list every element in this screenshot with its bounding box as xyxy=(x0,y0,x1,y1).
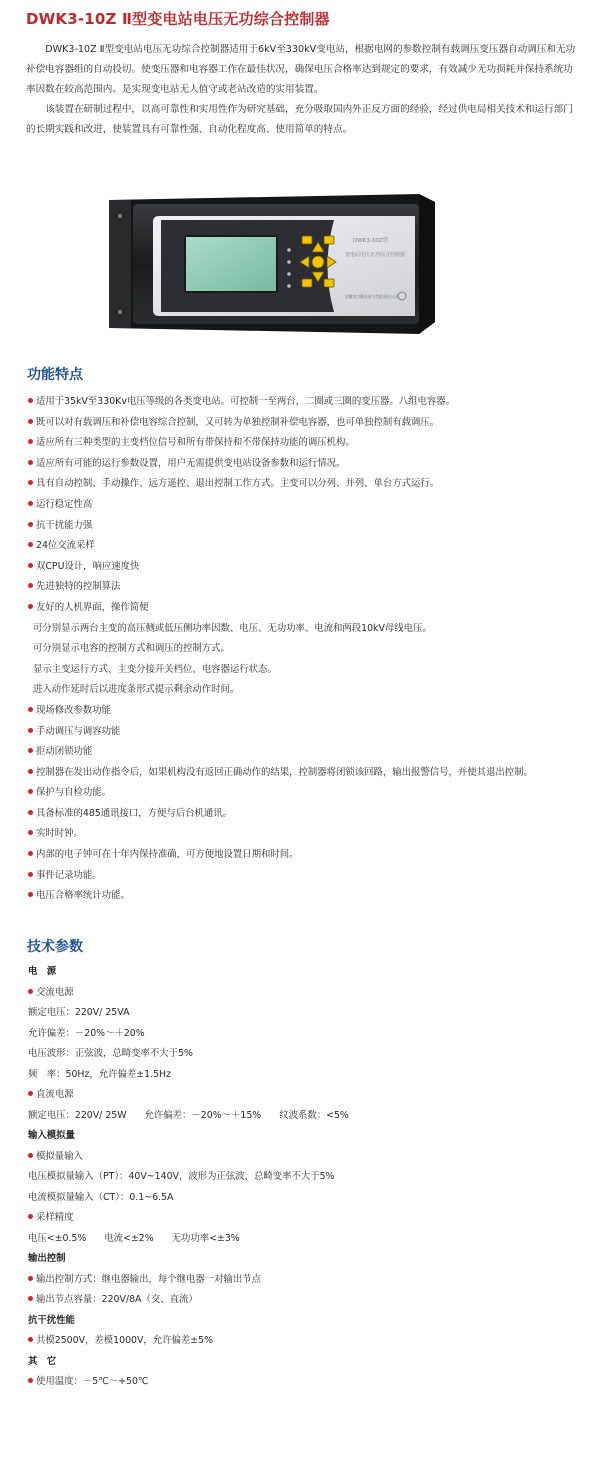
page-title: DWK3-10Z Ⅱ型变电站电压无功综合控制器 xyxy=(26,10,330,28)
tech-text: 额定电压：220V/ 25VA xyxy=(28,1007,130,1018)
feature-item xyxy=(28,536,588,557)
tech-text: 共模2500V，差模1000V，允许偏差±5% xyxy=(36,1335,214,1346)
tech-item xyxy=(28,1106,588,1127)
panel-company: 安徽电力繁昌电气有限责任公司 xyxy=(345,294,399,299)
tech-item xyxy=(28,1331,588,1352)
tech-item xyxy=(28,1372,588,1393)
feature-item xyxy=(28,783,588,804)
feature-text: 可分别显示电容的控制方式和调压的控制方式。 xyxy=(33,643,230,655)
tech-item xyxy=(28,1085,588,1106)
tech-item xyxy=(28,1147,588,1168)
panel-caption: 变电站电压无功综合控制器 xyxy=(345,252,406,258)
bullet-icon xyxy=(28,830,33,835)
features-list xyxy=(28,392,588,907)
intro-paragraph: DWK3-10Z Ⅱ型变电站电压无功综合控制器适用于6kV至330kV变电站，根据电网的参数控制有载调压变压器自动调压和无功补偿电容器组的自动投切。使变压器和电容器工作在最佳状况，确保电压合格率达到规定的要求，有效减少无功损耗并保持系统功率因数在较高范围内。是实现变电站无人值守或老站改造的实用装置。 xyxy=(26,44,576,95)
tech-text: 模拟量输入 xyxy=(36,1150,83,1162)
tech-text: 电压波形：正弦波，总畸变率不大于5% xyxy=(28,1048,193,1059)
tech-title: 技术参数 xyxy=(27,939,83,955)
tech-value: 允许偏差：－20%～＋15% xyxy=(144,1109,262,1121)
bullet-icon xyxy=(28,789,33,794)
feature-text: 显示主变运行方式、主变分接开关档位、电容器运行状态。 xyxy=(33,663,277,675)
tech-item xyxy=(28,1208,588,1229)
feature-text: 抗干扰能力强 xyxy=(36,519,93,531)
intro xyxy=(26,40,582,140)
tech-text: 输出控制 xyxy=(28,1253,66,1264)
feature-text: 实时时钟。 xyxy=(36,828,83,840)
tech-heading xyxy=(28,1311,588,1332)
feature-item xyxy=(28,598,588,619)
feature-item xyxy=(28,516,588,537)
feature-item xyxy=(28,454,588,475)
bullet-icon xyxy=(28,460,33,465)
feature-item xyxy=(28,413,588,434)
feature-text: 拒动闭锁功能 xyxy=(36,746,93,758)
feature-item xyxy=(28,392,588,413)
tech-value: 额定电压：220V/ 25W xyxy=(28,1109,127,1121)
bullet-icon xyxy=(28,1378,33,1383)
feature-item xyxy=(28,619,588,640)
tech-item xyxy=(28,1270,588,1291)
feature-item xyxy=(28,742,588,763)
bullet-icon xyxy=(28,1337,33,1342)
feature-item xyxy=(28,680,588,701)
feature-text: 事件记录功能。 xyxy=(36,869,102,881)
product-image xyxy=(109,194,435,334)
tech-text: 允许偏差：－20%～＋20% xyxy=(28,1027,145,1039)
feature-text: 手动调压与调容功能 xyxy=(36,725,121,737)
bullet-icon xyxy=(28,604,33,609)
bullet-icon xyxy=(28,480,33,485)
tech-value: 电压<±0.5% xyxy=(28,1232,87,1244)
tech-value: 纹波系数：<5% xyxy=(279,1109,349,1121)
tech-item xyxy=(28,1290,588,1311)
bullet-icon xyxy=(28,892,33,897)
tech-text: 直流电源 xyxy=(36,1089,74,1100)
feature-item xyxy=(28,804,588,825)
feature-text: 24位交流采样 xyxy=(36,540,95,552)
feature-text: 具备标准的485通讯接口，方便与后台机通讯。 xyxy=(36,807,233,819)
feature-text: 运行稳定性高 xyxy=(36,498,93,510)
tech-heading xyxy=(28,962,588,983)
feature-text: 适应所有三种类型的主变档位信号和所有带保持和不带保持功能的调压机构。 xyxy=(36,437,355,449)
bullet-icon xyxy=(28,769,33,774)
feature-text: 可分别显示两台主变的高压侧或低压侧功率因数、电压、无功功率、电流和两段10kV母线电压。 xyxy=(33,622,432,634)
tech-heading xyxy=(28,1249,588,1270)
tech-heading xyxy=(28,1126,588,1147)
tech-text: 输入模拟量 xyxy=(28,1130,75,1141)
bullet-icon xyxy=(28,1276,33,1281)
tech-list xyxy=(28,962,588,1393)
tech-text: 输出节点容量：220V/8A（交、直流） xyxy=(36,1294,198,1305)
bullet-icon xyxy=(28,989,33,994)
feature-text: 内部的电子钟可在十年内保持准确，可方便地设置日期和时间。 xyxy=(36,849,299,861)
bullet-icon xyxy=(28,583,33,588)
feature-text: 适应所有可能的运行参数设置，用户无需提供变电站设备参数和运行情况。 xyxy=(36,457,346,469)
bullet-icon xyxy=(28,542,33,547)
tech-text: 交流电源 xyxy=(36,986,74,998)
bullet-icon xyxy=(28,1153,33,1158)
feature-item xyxy=(28,824,588,845)
tech-item xyxy=(28,1188,588,1209)
tech-text: 其 它 xyxy=(28,1355,57,1367)
feature-item xyxy=(28,639,588,660)
tech-text: 采样精度 xyxy=(36,1212,74,1223)
bullet-icon xyxy=(28,419,33,424)
tech-value: 电流<±2% xyxy=(104,1232,154,1244)
features-title: 功能特点 xyxy=(27,367,83,383)
tech-item xyxy=(28,983,588,1004)
tech-item xyxy=(28,1229,588,1250)
intro-paragraph: 该装置在研制过程中，以高可靠性和实用性作为研究基础，充分吸取国内外正反方面的经验，经过供电局相关技术和运行部门的长期实践和改进，使装置具有可靠性强、自动化程度高、使用简单的特点。 xyxy=(26,104,573,135)
feature-item xyxy=(28,763,588,784)
panel-label: DWK3-10Z型 xyxy=(353,238,389,244)
feature-text: 既可以对有载调压和补偿电容综合控制，又可转为单独控制补偿电容器，也可单独控制有载调压。 xyxy=(36,416,440,428)
tech-item xyxy=(28,1167,588,1188)
feature-text: 进入动作延时后以进度条形式提示剩余动作时间。 xyxy=(33,684,240,696)
feature-text: 控制器在发出动作指令后，如果机构没有返回正确动作的结果，控制器将闭锁该回路，输出报警信号，并使其退出控制。 xyxy=(36,766,533,778)
bullet-icon xyxy=(28,439,33,444)
feature-text: 具有自动控制、手动操作、远方遥控、退出控制工作方式。主变可以分列、并列、单台方式运行。 xyxy=(36,478,440,490)
feature-text: 双CPU设计，响应速度快 xyxy=(36,560,140,572)
feature-item xyxy=(28,495,588,516)
tech-value: 无功功率<±3% xyxy=(171,1232,240,1244)
tech-item xyxy=(28,1024,588,1045)
tech-heading xyxy=(28,1352,588,1373)
tech-item xyxy=(28,1065,588,1086)
feature-text: 现场修改参数功能 xyxy=(36,704,112,716)
tech-text: 使用温度：－5℃～+50℃ xyxy=(36,1376,149,1387)
feature-item xyxy=(28,845,588,866)
bullet-icon xyxy=(28,398,33,403)
tech-text: 电 源 xyxy=(28,966,57,977)
feature-text: 友好的人机界面，操作简便 xyxy=(36,601,149,613)
feature-text: 适用于35kV至330Kv电压等级的各类变电站。可控制一至两台，二圈或三圈的变压器。八组电容器。 xyxy=(36,396,455,407)
feature-text: 电压合格率统计功能。 xyxy=(36,890,130,902)
feature-item xyxy=(28,474,588,495)
bullet-icon xyxy=(28,522,33,527)
tech-text: 频 率：50Hz，允许偏差±1.5Hz xyxy=(28,1068,172,1080)
feature-item xyxy=(28,701,588,722)
feature-item xyxy=(28,722,588,743)
tech-text: 电流模拟量输入（CT）：0.1~6.5A xyxy=(28,1191,174,1203)
feature-item xyxy=(28,886,588,907)
tech-text: 抗干扰性能 xyxy=(28,1314,75,1326)
feature-text: 保护与自检功能。 xyxy=(36,787,112,799)
bullet-icon xyxy=(28,563,33,568)
bullet-icon xyxy=(28,707,33,712)
feature-item xyxy=(28,660,588,681)
tech-text: 电压模拟量输入（PT）：40V~140V，波形为正弦波，总畸变率不大于5% xyxy=(28,1171,335,1182)
bullet-icon xyxy=(28,1091,33,1096)
tech-item xyxy=(28,1044,588,1065)
feature-text: 先进独特的控制算法 xyxy=(36,581,121,593)
bullet-icon xyxy=(28,501,33,506)
feature-item xyxy=(28,866,588,887)
bullet-icon xyxy=(28,1296,33,1301)
bullet-icon xyxy=(28,810,33,815)
bullet-icon xyxy=(28,872,33,877)
feature-item xyxy=(28,557,588,578)
bullet-icon xyxy=(28,1214,33,1219)
bullet-icon xyxy=(28,728,33,733)
tech-item xyxy=(28,1003,588,1024)
feature-item xyxy=(28,433,588,454)
tech-text: 输出控制方式：继电器输出，每个继电器一对输出节点 xyxy=(36,1273,262,1285)
feature-item xyxy=(28,577,588,598)
bullet-icon xyxy=(28,748,33,753)
bullet-icon xyxy=(28,851,33,856)
